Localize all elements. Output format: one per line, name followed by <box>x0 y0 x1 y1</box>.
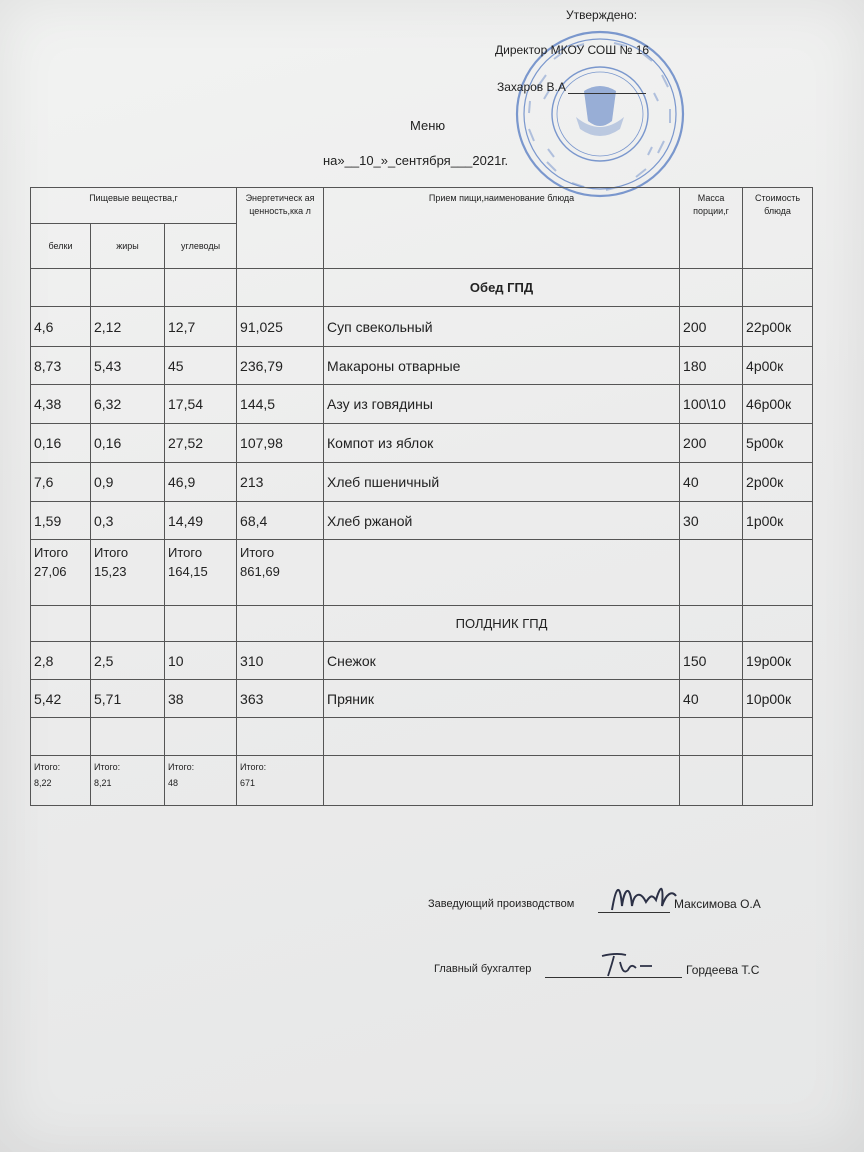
table-row: 2,8 2,5 10 310 Снежок 150 19р00к <box>31 642 813 680</box>
table-row: 8,73 5,43 45 236,79 Макароны отварные 180 4р00к <box>31 347 813 385</box>
header-nutrients: Пищевые вещества,г <box>31 188 237 224</box>
manager-label: Заведующий производством <box>428 898 575 910</box>
table-row: 4,38 6,32 17,54 144,5 Азу из говядины 100\10 46р00к <box>31 385 813 424</box>
empty-row <box>31 718 813 756</box>
section-title-snack: ПОЛДНИК ГПД <box>324 606 680 642</box>
dish-name: Хлеб ржаной <box>324 502 680 540</box>
dish-name: Макароны отварные <box>324 347 680 385</box>
dish-name: Хлеб пшеничный <box>324 463 680 502</box>
page-title: Меню <box>410 118 446 133</box>
section-row <box>31 606 813 642</box>
total-row: Итого 27,06 Итого 15,23 Итого 164,15 Итого 861,69 <box>31 540 813 606</box>
table-row: 7,6 0,9 46,9 213 Хлеб пшеничный 40 2р00к <box>31 463 813 502</box>
accountant-name: Гордеева Т.С <box>686 963 760 977</box>
manager-name: Максимова О.А <box>674 897 761 911</box>
accountant-label: Главный бухгалтер <box>434 963 532 975</box>
table-row: 5,42 5,71 38 363 Пряник 40 10р00к <box>31 680 813 718</box>
menu-table <box>30 187 813 806</box>
dish-name: Снежок <box>324 642 680 680</box>
subheader-fat: жиры <box>91 224 165 269</box>
dish-name: Компот из яблок <box>324 424 680 463</box>
dish-name: Суп свекольный <box>324 307 680 347</box>
header-mass: Масса порции,г <box>680 188 743 269</box>
table-row: 0,16 0,16 27,52 107,98 Компот из яблок 200 5р00к <box>31 424 813 463</box>
director-title: Директор МКОУ СОШ № 16 <box>495 43 650 57</box>
manager-signature-icon <box>606 876 678 918</box>
director-signature-line <box>568 93 646 94</box>
section-row <box>31 269 813 307</box>
menu-date: на»__10_»_сентября___2021г. <box>323 153 509 168</box>
header-cost: Стоимость блюда <box>743 188 813 269</box>
total-row: Итого: 8,22 Итого: 8,21 Итого: 48 Итого: 671 <box>31 756 813 806</box>
approved-label: Утверждено: <box>566 8 638 22</box>
header-energy: Энергетическ ая ценность,кка л <box>237 188 324 269</box>
accountant-signature-icon <box>596 948 656 982</box>
section-title-lunch: Обед ГПД <box>324 269 680 307</box>
dish-name: Азу из говядины <box>324 385 680 424</box>
subheader-carbs: углеводы <box>165 224 237 269</box>
dish-name: Пряник <box>324 680 680 718</box>
director-signer: Захаров В.А <box>497 80 566 94</box>
table-row: 1,59 0,3 14,49 68,4 Хлеб ржаной 30 1р00к <box>31 502 813 540</box>
header-meal: Прием пищи,наименование блюда <box>324 188 680 269</box>
subheader-protein: белки <box>31 224 91 269</box>
table-row: 4,6 2,12 12,7 91,025 Суп свекольный 200 22р00к <box>31 307 813 347</box>
